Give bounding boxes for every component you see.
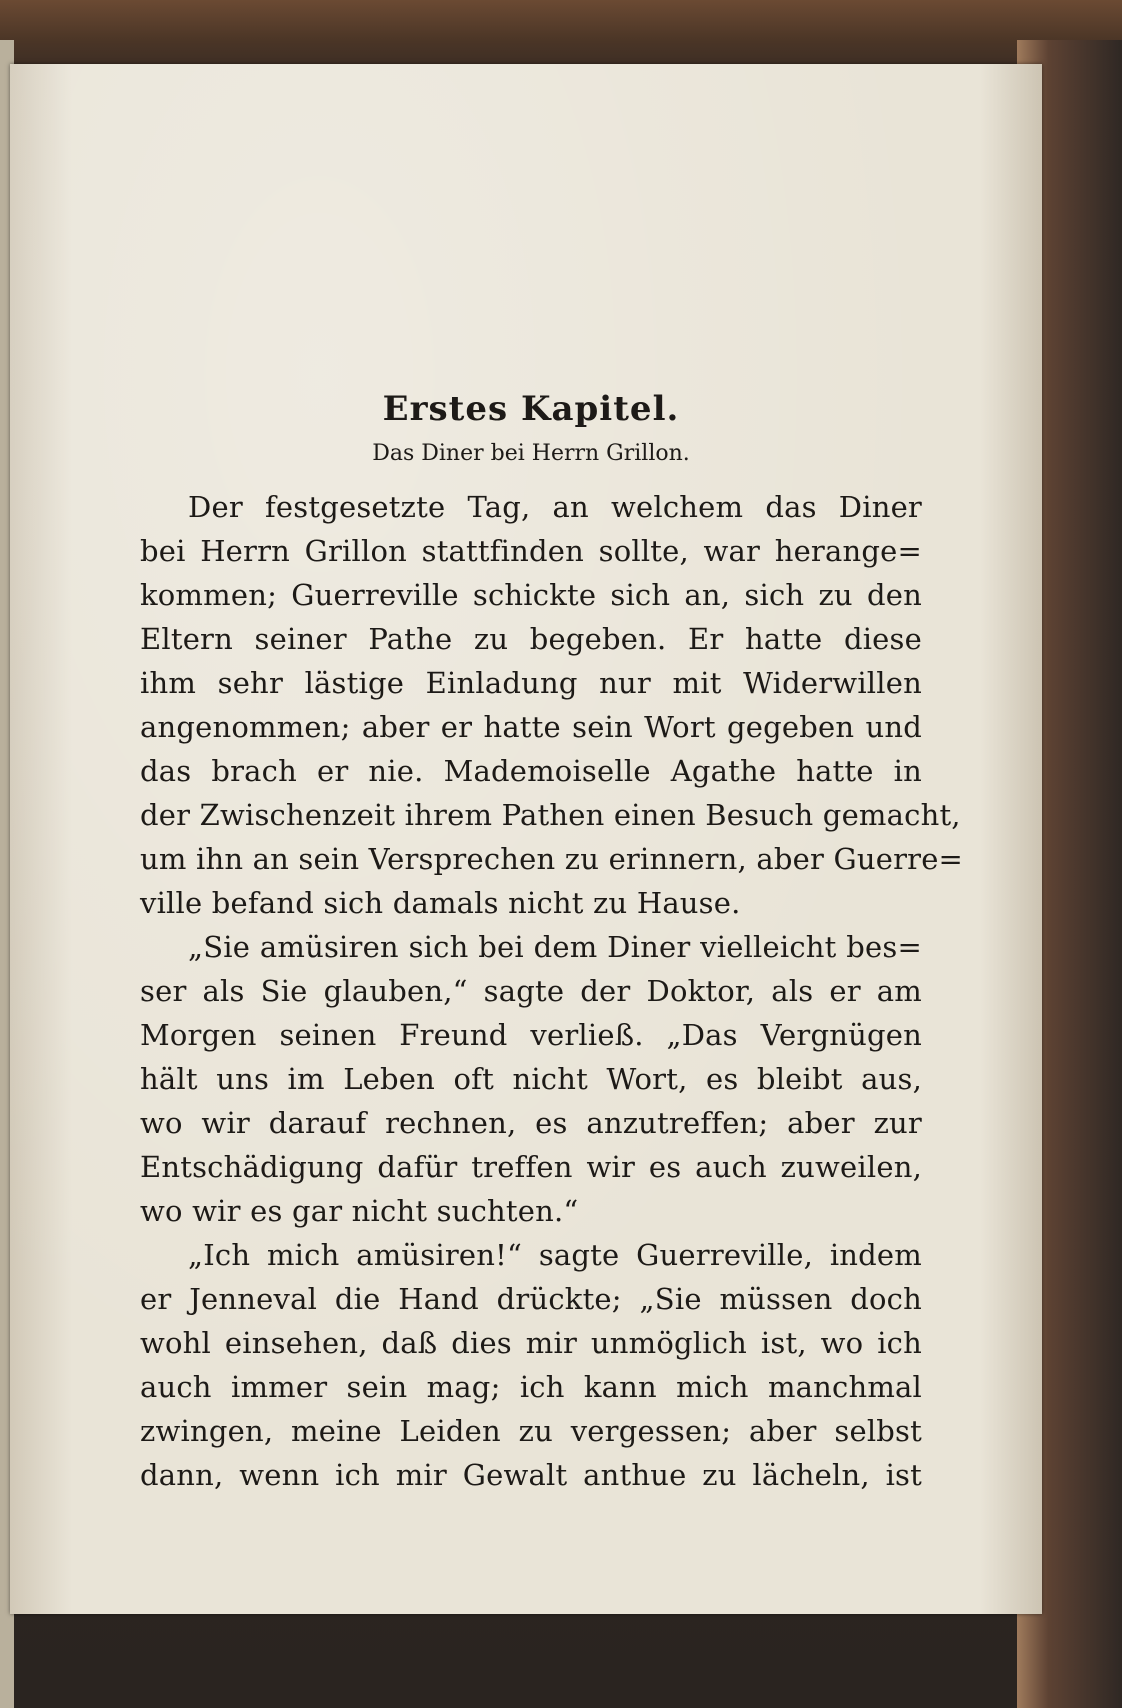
text-line: ihm sehr lästige Einladung nur mit Widerwillen xyxy=(140,666,922,700)
text-line: auch immer sein mag; ich kann mich manchmal xyxy=(140,1370,922,1404)
text-line: wohl einsehen, daß dies mir unmöglich ist, wo ich xyxy=(140,1326,922,1360)
text-line: das brach er nie. Mademoiselle Agathe hatte in xyxy=(140,754,922,788)
text-line: wo wir es gar nicht suchten.“ xyxy=(140,1194,579,1228)
text-line: Morgen seinen Freund verließ. „Das Vergnügen xyxy=(140,1018,922,1052)
book-cover-top xyxy=(0,0,1122,70)
text-line: hält uns im Leben oft nicht Wort, es bleibt aus, xyxy=(140,1062,922,1096)
text-line: um ihn an sein Versprechen zu erinnern, aber Guerre= xyxy=(140,842,964,876)
text-lines xyxy=(140,485,964,1497)
text-line: wo wir darauf rechnen, es anzutreffen; aber zur xyxy=(140,1106,922,1140)
chapter-title: Erstes Kapitel. xyxy=(382,389,680,429)
chapter-subtitle: Das Diner bei Herrn Grillon. xyxy=(372,441,690,466)
text-line: bei Herrn Grillon stattfinden sollte, war herange= xyxy=(140,534,922,568)
text-line: dann, wenn ich mir Gewalt anthue zu lächeln, ist xyxy=(140,1458,922,1492)
text-line: „Ich mich amüsiren!“ sagte Guerreville, indem xyxy=(188,1238,922,1272)
text-line: ville befand sich damals nicht zu Hause. xyxy=(140,886,741,920)
text-line: Der festgesetzte Tag, an welchem das Diner xyxy=(188,490,922,524)
text-line: ser als Sie glauben,“ sagte der Doktor, als er am xyxy=(140,974,922,1008)
text-line: der Zwischenzeit ihrem Pathen einen Besuch gemacht, xyxy=(140,798,961,832)
text-line: „Sie amüsiren sich bei dem Diner vielleicht bes= xyxy=(188,930,922,964)
text-line: Eltern seiner Pathe zu begeben. Er hatte diese xyxy=(140,622,922,656)
page-text xyxy=(140,385,964,1497)
text-line: angenommen; aber er hatte sein Wort gegeben und xyxy=(140,710,922,744)
text-line: Entschädigung dafür treffen wir es auch zuweilen, xyxy=(140,1150,922,1184)
text-line: er Jenneval die Hand drückte; „Sie müssen doch xyxy=(140,1282,922,1316)
text-line: zwingen, meine Leiden zu vergessen; aber selbst xyxy=(140,1414,922,1448)
text-line: kommen; Guerreville schickte sich an, sich zu den xyxy=(140,578,922,612)
